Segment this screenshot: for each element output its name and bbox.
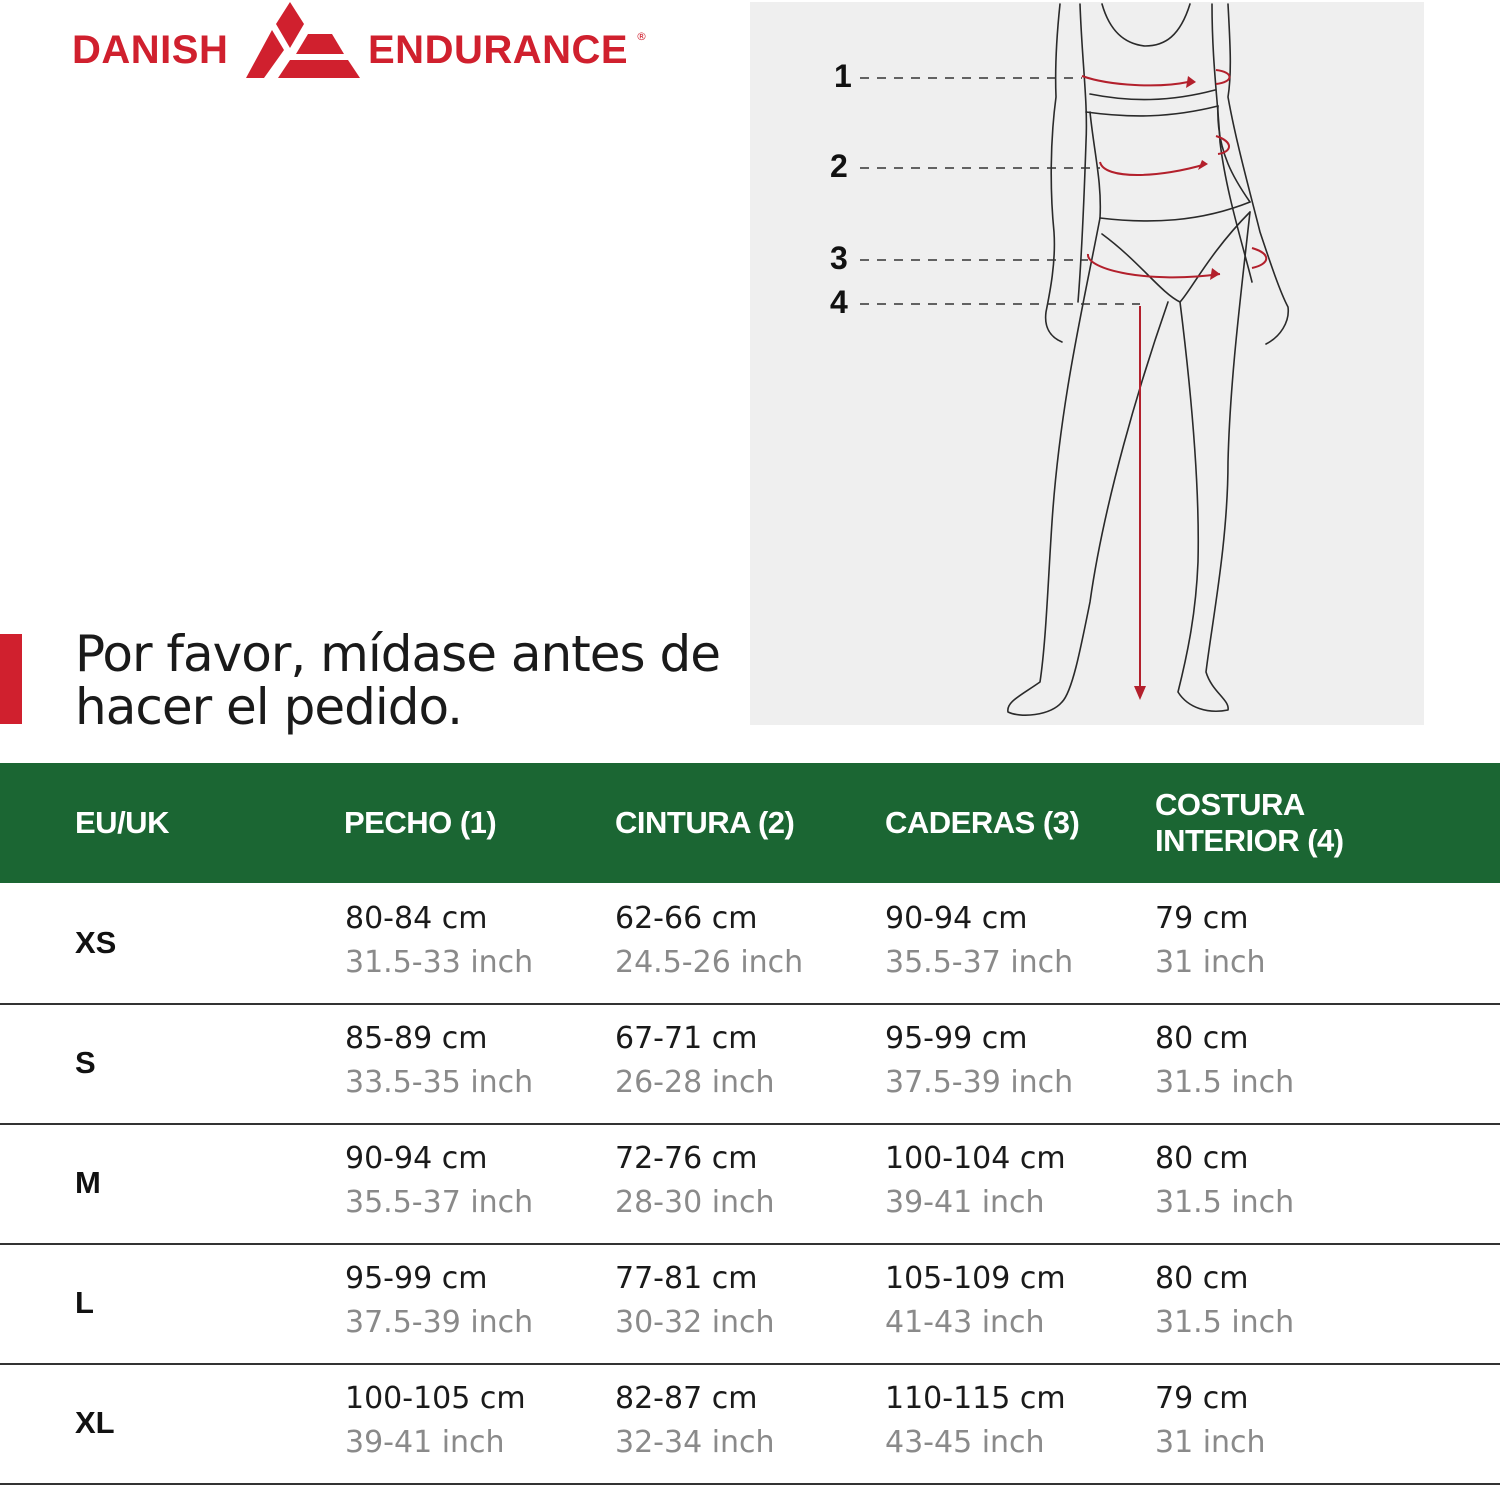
inch-value: 33.5-35 inch	[345, 1065, 534, 1100]
cm-value: 79 cm	[1155, 901, 1249, 936]
inseam-cell	[1155, 1257, 1294, 1345]
inch-value: 30-32 inch	[615, 1305, 775, 1340]
table-row	[0, 1363, 1500, 1485]
cm-value: 77-81 cm	[615, 1261, 758, 1296]
chest-cell	[345, 897, 533, 985]
inch-value: 43-45 inch	[885, 1425, 1045, 1460]
header-inseam: COSTURA INTERIOR (4)	[1155, 787, 1344, 858]
hips-cell	[885, 1257, 1066, 1345]
hips-cell	[885, 1017, 1073, 1105]
chest-cell	[345, 1257, 533, 1345]
waist-cell	[615, 1377, 775, 1465]
cm-value: 80 cm	[1155, 1261, 1249, 1296]
inseam-cell	[1155, 1137, 1294, 1225]
size-label: L	[75, 1285, 94, 1320]
body-outline-illustration	[750, 2, 1424, 725]
chest-cell	[345, 1377, 526, 1465]
inch-value: 31.5-33 inch	[345, 945, 534, 980]
brand-name-right: ENDURANCE	[368, 28, 629, 72]
brand-name-left: DANISH	[72, 28, 229, 72]
inch-value: 31.5 inch	[1155, 1185, 1295, 1220]
cm-value: 110-115 cm	[885, 1381, 1066, 1416]
cm-value: 72-76 cm	[615, 1141, 758, 1176]
inch-value: 35.5-37 inch	[345, 1185, 534, 1220]
inch-value: 37.5-39 inch	[345, 1305, 534, 1340]
inch-value: 31.5 inch	[1155, 1065, 1295, 1100]
inch-value: 37.5-39 inch	[885, 1065, 1074, 1100]
inch-value: 39-41 inch	[885, 1185, 1045, 1220]
inch-value: 41-43 inch	[885, 1305, 1045, 1340]
inch-value: 32-34 inch	[615, 1425, 775, 1460]
size-table-header	[0, 763, 1500, 883]
marker-4: 4	[830, 284, 848, 320]
cm-value: 95-99 cm	[345, 1261, 488, 1296]
inch-value: 24.5-26 inch	[615, 945, 804, 980]
inseam-cell	[1155, 897, 1266, 985]
hips-cell	[885, 1377, 1066, 1465]
waist-cell	[615, 1137, 775, 1225]
inch-value: 31.5 inch	[1155, 1305, 1295, 1340]
chest-cell	[345, 1137, 533, 1225]
marker-1: 1	[834, 58, 852, 94]
table-row	[0, 1243, 1500, 1365]
mountain-logo-icon	[244, 0, 362, 80]
cm-value: 105-109 cm	[885, 1261, 1066, 1296]
header-size: EU/UK	[75, 805, 169, 840]
table-row	[0, 1003, 1500, 1125]
cm-value: 100-105 cm	[345, 1381, 526, 1416]
size-label: XL	[75, 1405, 115, 1440]
cm-value: 80 cm	[1155, 1021, 1249, 1056]
inch-value: 31 inch	[1155, 945, 1266, 980]
table-row	[0, 1123, 1500, 1245]
marker-2: 2	[830, 148, 848, 184]
cm-value: 80 cm	[1155, 1141, 1249, 1176]
waist-cell	[615, 1017, 775, 1105]
cm-value: 67-71 cm	[615, 1021, 758, 1056]
inch-value: 26-28 inch	[615, 1065, 775, 1100]
registered-mark: ®	[636, 30, 647, 43]
cm-value: 82-87 cm	[615, 1381, 758, 1416]
cm-value: 90-94 cm	[345, 1141, 488, 1176]
hips-cell	[885, 1137, 1066, 1225]
waist-cell	[615, 897, 803, 985]
measure-notice: Por favor, mídase antes de hacer el pedido.	[75, 625, 720, 736]
cm-value: 85-89 cm	[345, 1021, 488, 1056]
header-waist: CINTURA (2)	[615, 805, 795, 840]
header-hips: CADERAS (3)	[885, 805, 1080, 840]
header-chest: PECHO (1)	[344, 805, 497, 840]
size-label: S	[75, 1045, 96, 1080]
size-label: XS	[75, 925, 117, 960]
cm-value: 100-104 cm	[885, 1141, 1066, 1176]
inch-value: 28-30 inch	[615, 1185, 775, 1220]
chest-cell	[345, 1017, 533, 1105]
cm-value: 90-94 cm	[885, 901, 1028, 936]
cm-value: 79 cm	[1155, 1381, 1249, 1416]
brand-logo	[72, 0, 672, 90]
inseam-cell	[1155, 1017, 1294, 1105]
cm-value: 95-99 cm	[885, 1021, 1028, 1056]
accent-bar	[0, 634, 22, 724]
inseam-cell	[1155, 1377, 1266, 1465]
table-row	[0, 883, 1500, 1005]
inch-value: 39-41 inch	[345, 1425, 505, 1460]
size-label: M	[75, 1165, 101, 1200]
inch-value: 31 inch	[1155, 1425, 1266, 1460]
hips-cell	[885, 897, 1073, 985]
measurement-figure	[750, 2, 1424, 725]
inch-value: 35.5-37 inch	[885, 945, 1074, 980]
waist-cell	[615, 1257, 775, 1345]
cm-value: 80-84 cm	[345, 901, 488, 936]
cm-value: 62-66 cm	[615, 901, 758, 936]
marker-3: 3	[830, 240, 848, 276]
